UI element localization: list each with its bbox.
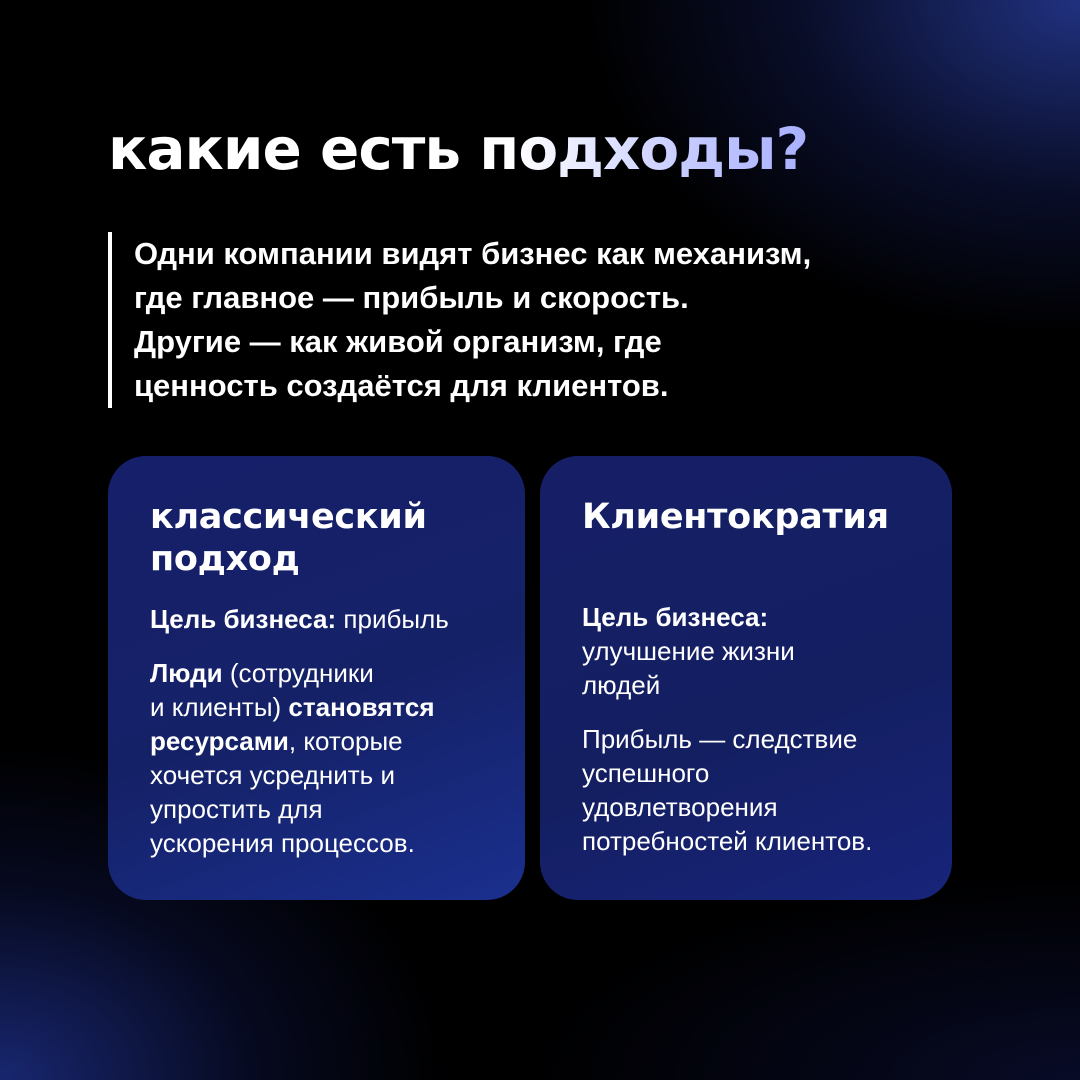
slide-title: какие есть подходы? — [108, 115, 809, 183]
clientocracy-card — [540, 456, 952, 900]
classic-people-l6: ускорения процессов. — [150, 828, 415, 858]
classic-goal-value: прибыль — [343, 604, 449, 634]
classic-people-l5: упростить для — [150, 794, 323, 824]
clientocracy-goal-line-2: людей — [582, 670, 661, 700]
clientocracy-goal — [582, 600, 912, 702]
intro-line-1: Одни компании видят бизнес как механизм, — [134, 236, 812, 271]
intro-line-2: где главное — прибыль и скорость. — [134, 280, 689, 315]
classic-people-l3-text: , которые — [288, 726, 403, 756]
classic-people-bold: Люди — [150, 658, 223, 688]
classic-people-l4: хочется усреднить и — [150, 760, 395, 790]
clientocracy-profit-line-1: Прибыль — следствие — [582, 724, 858, 754]
clientocracy-goal-label: Цель бизнеса: — [582, 602, 769, 632]
classic-heading-line-1: классический — [150, 497, 427, 537]
clientocracy-profit-line-2: успешного — [582, 758, 710, 788]
clientocracy-profit-line-4: потребностей клиентов. — [582, 826, 873, 856]
clientocracy-profit-line-3: удовлетворения — [582, 792, 778, 822]
classic-heading-line-2: подход — [150, 539, 300, 579]
clientocracy-profit — [582, 722, 912, 858]
classic-goal — [150, 602, 485, 636]
classic-people-l3-bold: ресурсами — [150, 726, 289, 756]
classic-approach-card — [108, 456, 525, 900]
classic-people-rest: (сотрудники — [229, 658, 374, 688]
intro-line-3: Другие — как живой организм, где — [134, 324, 662, 359]
classic-people-text — [150, 656, 485, 860]
intro-quote — [108, 232, 1014, 408]
classic-goal-label: Цель бизнеса: — [150, 604, 337, 634]
intro-line-4: ценность создаётся для клиентов. — [134, 368, 669, 403]
classic-heading — [150, 496, 485, 580]
classic-people-l2-text: и клиенты) — [150, 692, 282, 722]
clientocracy-goal-line-1: улучшение жизни — [582, 636, 795, 666]
classic-people-l2-bold: становятся — [288, 692, 435, 722]
clientocracy-heading: Клиентократия — [582, 497, 889, 537]
